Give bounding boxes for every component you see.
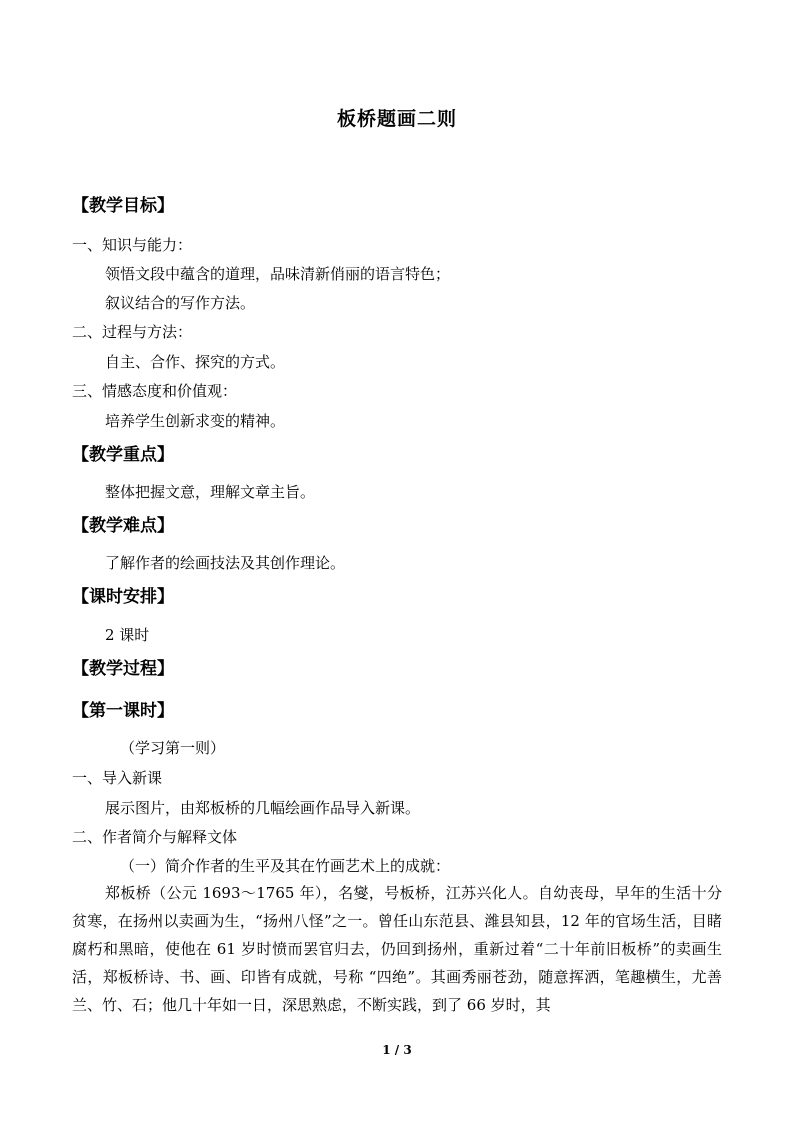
step-2-heading: 二、作者简介与解释文体 bbox=[72, 828, 238, 846]
goal-1-text-a: 领悟文段中蕴含的道理，品味清新俏丽的语言特色； bbox=[105, 265, 451, 283]
goal-3-heading: 三、情感态度和价值观： bbox=[72, 382, 238, 400]
heading-teaching-process: 【教学过程】 bbox=[72, 659, 174, 679]
heading-teaching-goals: 【教学目标】 bbox=[72, 196, 174, 216]
goal-3-text: 培养学生创新求变的精神。 bbox=[105, 412, 286, 430]
goal-1-text-b: 叙议结合的写作方法。 bbox=[105, 294, 256, 312]
step-2-subheading: （一）简介作者的生平及其在竹画艺术上的成就： bbox=[120, 857, 451, 875]
heading-schedule: 【课时安排】 bbox=[72, 587, 174, 607]
heading-difficulties: 【教学难点】 bbox=[72, 516, 174, 536]
page-title: 板桥题画二则 bbox=[336, 108, 457, 130]
goal-2-heading: 二、过程与方法： bbox=[72, 323, 193, 341]
page-number: 1 / 3 bbox=[382, 1043, 412, 1057]
step-1-text: 展示图片，由郑板桥的几幅绘画作品导入新课。 bbox=[105, 799, 421, 817]
study-first-note: （学习第一则） bbox=[120, 739, 226, 757]
heading-key-points: 【教学重点】 bbox=[72, 445, 174, 465]
heading-first-lesson: 【第一课时】 bbox=[72, 701, 174, 721]
schedule-text: 2 课时 bbox=[105, 626, 150, 644]
goal-2-text: 自主、合作、探究的方式。 bbox=[105, 353, 286, 371]
key-points-text: 整体把握文意，理解文章主旨。 bbox=[105, 483, 316, 501]
author-bio-paragraph: 郑板桥（公元 1693～1765 年），名燮，号板桥，江苏兴化人。自幼丧母，早年的生活十分贫寒，在扬州以卖画为生，“扬州八怪”之一。曾任山东范县、潍县知县，12 年的官场生活，目睹腐朽和黑暗，使他在 61 岁时愤而罢官归去，仍回到扬州，重新过着“二十年前旧板桥”的卖画生活，郑板桥诗、书、画、印皆有成就，号称 “四绝”。其画秀丽苍劲，随意挥洒，笔趣横生，尤善兰、竹、石；他几十年如一日，深思熟虑，不断实践，到了 66 岁时，其 bbox=[72, 884, 722, 1014]
step-1-heading: 一、导入新课 bbox=[72, 769, 163, 787]
difficulties-text: 了解作者的绘画技法及其创作理论。 bbox=[105, 554, 346, 572]
goal-1-heading: 一、知识与能力： bbox=[72, 236, 193, 254]
